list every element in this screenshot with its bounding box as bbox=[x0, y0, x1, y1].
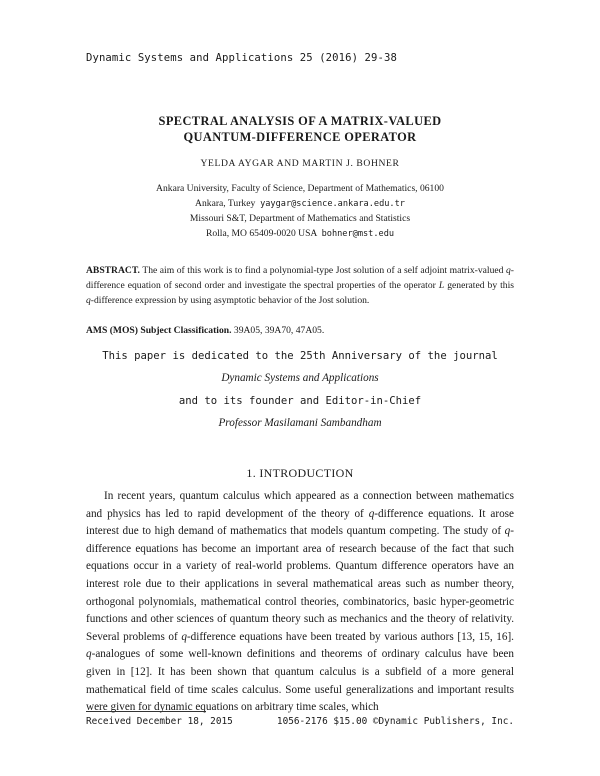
affiliation-line-1: Ankara University, Faculty of Science, Department of Mathematics, 06100 bbox=[156, 183, 444, 194]
body-text-run: In recent years, quantum calculus which appeared as a connection between mathematics and physics has led to rapid development of the theory of bbox=[86, 490, 514, 520]
author-email-link[interactable]: yaygar@science.ankara.edu.tr bbox=[260, 199, 405, 209]
ams-label: AMS (MOS) Subject Classification. bbox=[86, 325, 232, 336]
dedication-line-1: This paper is dedicated to the 25th Anniversary of the journal bbox=[102, 350, 498, 362]
publisher-footer bbox=[277, 716, 514, 727]
copyright-notice: ©Dynamic Publishers, Inc. bbox=[372, 716, 514, 727]
body-text-run: -difference equations has become an important area of research because of the fact that such equations occur in a variety of real-world problems. Quantum difference operators have an interest role due to their applications in several mathematical areas such as number theory, orthogonal polynomials, mathematical control theories, combinatorics, basic hyper-geometric functions and other sciences of quantum theory such as mechanics and the theory of relativity. Several problems of bbox=[86, 525, 514, 643]
math-symbol: q bbox=[181, 630, 187, 643]
ams-codes: 39A05, 39A70, 47A05. bbox=[233, 325, 325, 336]
affiliation-location: Rolla, MO 65409-0020 USA bbox=[205, 228, 317, 239]
math-symbol: q bbox=[504, 525, 511, 538]
affiliation-line-3: Missouri S&T, Department of Mathematics and Statistics bbox=[189, 213, 411, 224]
abstract-label: ABSTRACT. bbox=[86, 265, 140, 276]
math-symbol: q bbox=[368, 507, 375, 520]
affiliation-line-4 bbox=[0, 228, 600, 239]
abstract-text: generated by this bbox=[444, 280, 514, 291]
body-text-run: -difference equations have been treated by various authors [13, 15, 16]. bbox=[186, 630, 514, 643]
issn-price: 1056-2176 $15.00 bbox=[276, 716, 368, 727]
abstract bbox=[86, 263, 514, 308]
math-symbol: L bbox=[438, 280, 445, 291]
dedication-journal-name: Dynamic Systems and Applications bbox=[221, 372, 379, 384]
abstract-text: -difference equation of second order and investigate the spectral properties of the operator bbox=[86, 265, 514, 291]
section-heading: 1. INTRODUCTION bbox=[246, 466, 354, 480]
body-text-run: -analogues of some well-known definitions and theorems of ordinary calculus have been given in [12]. It has been shown that quantum calculus is a subfield of a more general mathematical field of time scales calculus. Some useful generalizations and important results were given for dynamic equations on arbitrary time scales, which bbox=[86, 648, 514, 714]
abstract-text: -difference expression by using asymptotic behavior of the Jost solution. bbox=[90, 295, 370, 306]
math-symbol: q bbox=[86, 648, 92, 661]
journal-header: Dynamic Systems and Applications 25 (2016) 29-38 bbox=[86, 52, 397, 64]
math-symbol: q bbox=[86, 295, 91, 306]
body-text-run: -difference equations. It arose interest due to high demand of mathematics that models quantum competing. The study of bbox=[86, 507, 515, 538]
dedication-editor-name: Professor Masilamani Sambandham bbox=[218, 417, 382, 429]
paper-title-line-2: QUANTUM-DIFFERENCE OPERATOR bbox=[183, 130, 417, 144]
author-names: YELDA AYGAR AND MARTIN J. BOHNER bbox=[200, 158, 400, 169]
introduction-paragraph bbox=[86, 488, 514, 717]
abstract-text: The aim of this work is to find a polynomial-type Jost solution of a self adjoint matrix-valued bbox=[142, 265, 506, 276]
received-date: Received December 18, 2015 bbox=[86, 716, 233, 727]
affiliation-location: Ankara, Turkey bbox=[195, 198, 256, 209]
dedication-line-3: and to its founder and Editor-in-Chief bbox=[178, 395, 422, 407]
footnote-rule bbox=[86, 711, 206, 712]
ams-classification bbox=[86, 325, 324, 336]
affiliation-line-2 bbox=[0, 198, 600, 209]
author-email-link[interactable]: bohner@mst.edu bbox=[321, 229, 395, 239]
paper-title-line-1: SPECTRAL ANALYSIS OF A MATRIX-VALUED bbox=[158, 114, 442, 128]
math-symbol: q bbox=[506, 265, 511, 276]
